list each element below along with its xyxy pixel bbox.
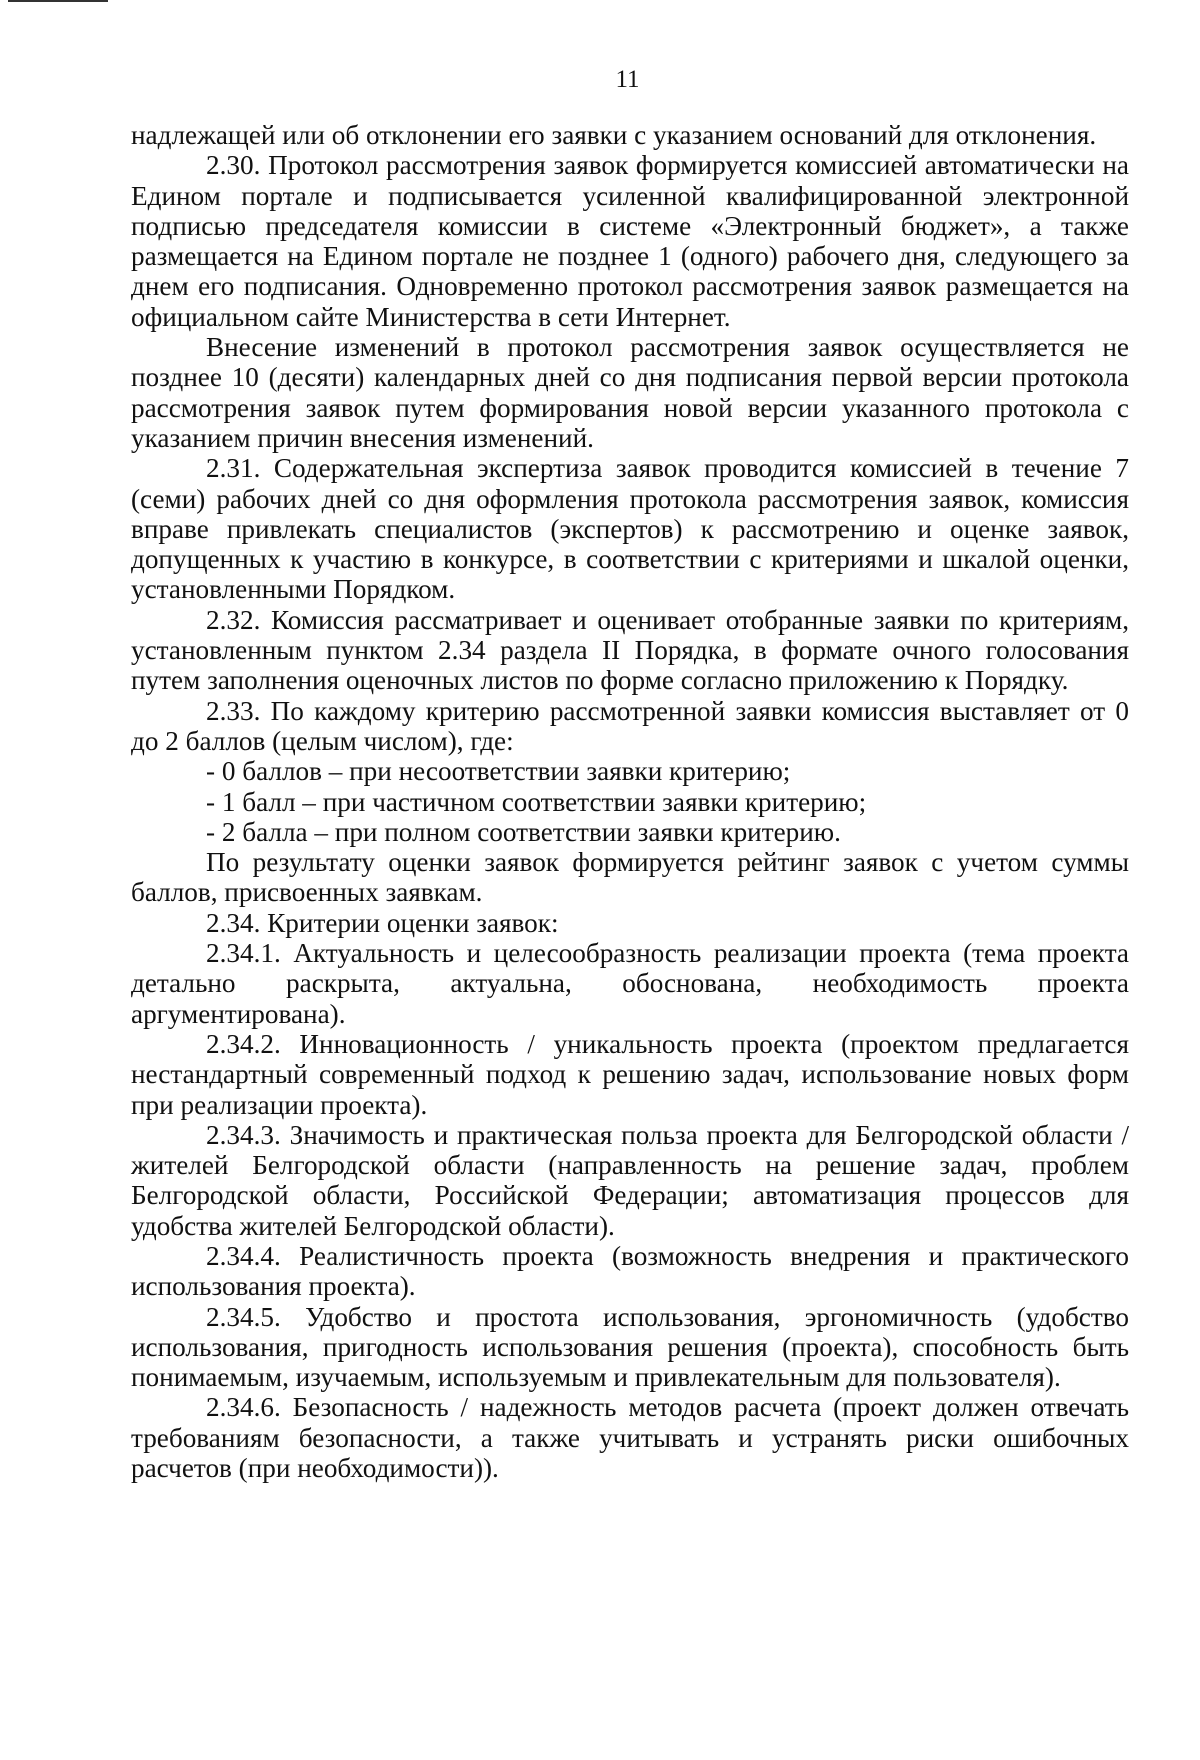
paragraph-2-33: 2.33. По каждому критерию рассмотренной заявки комиссия выставляет от 0 до 2 баллов (целым числом), где:	[131, 695, 1129, 756]
paragraph-2-34-3: 2.34.3. Значимость и практическая польза проекта для Белгородской области / жителей Белгородской области (направленность на решение задач, проблем Белгородской области, Российской Федерации; автоматизация процессов для удобства жителей Белгородской области).	[131, 1119, 1129, 1241]
document-body	[131, 120, 1129, 1483]
paragraph-rating: По результату оценки заявок формируется рейтинг заявок с учетом суммы баллов, присвоенных заявкам.	[131, 847, 1129, 908]
paragraph-2-30: 2.30. Протокол рассмотрения заявок формируется комиссией автоматически на Едином портале и подписывается усиленной квалифицированной электронной подписью председателя комиссии в системе «Электронный бюджет», а также размещается на Едином портале не позднее 1 (одного) рабочего дня, следующего за днем его подписания. Одновременно протокол рассмотрения заявок размещается на официальном сайте Министерства в сети Интернет.	[131, 150, 1129, 332]
paragraph-2-31: 2.31. Содержательная экспертиза заявок проводится комиссией в течение 7 (семи) рабочих дней со дня оформления протокола рассмотрения заявок, комиссия вправе привлекать специалистов (экспертов) к рассмотрению и оценке заявок, допущенных к участию в конкурсе, в соответствии с критериями и шкалой оценки, установленными Порядком.	[131, 453, 1129, 605]
paragraph-amendments: Внесение изменений в протокол рассмотрения заявок осуществляется не позднее 10 (десяти) календарных дней со дня подписания первой версии протокола рассмотрения заявок путем формирования новой версии указанного протокола с указанием причин внесения изменений.	[131, 332, 1129, 453]
paragraph-2-32: 2.32. Комиссия рассматривает и оценивает отобранные заявки по критериям, установленным пунктом 2.34 раздела II Порядка, в формате очного голосования путем заполнения оценочных листов по форме согласно приложению к Порядку.	[131, 604, 1129, 696]
scan-edge-mark	[8, 0, 108, 2]
list-item-1-point: - 1 балл – при частичном соответствии заявки критерию;	[206, 786, 867, 817]
paragraph-2-34-1: 2.34.1. Актуальность и целесообразность реализации проекта (тема проекта детально раскрыта, актуальна, обоснована, необходимость проекта аргументирована).	[131, 938, 1129, 1029]
list-item-0-points: - 0 баллов – при несоответствии заявки критерию;	[206, 756, 791, 787]
list-item-2-points: - 2 балла – при полном соответствии заявки критерию.	[206, 816, 841, 847]
paragraph-continuation: надлежащей или об отклонении его заявки с указанием оснований для отклонения.	[131, 120, 1097, 150]
paragraph-2-34-5: 2.34.5. Удобство и простота использования, эргономичность (удобство использования, пригодность использования решения (проекта), способность быть понимаемым, изучаемым, используемым и привлекательным для пользователя).	[131, 1301, 1129, 1393]
page-number: 11	[615, 66, 640, 93]
paragraph-2-34: 2.34. Критерии оценки заявок:	[206, 907, 559, 938]
paragraph-2-34-2: 2.34.2. Инновационность / уникальность проекта (проектом предлагается нестандартный современный подход к решению задач, использование новых форм при реализации проекта).	[131, 1028, 1129, 1120]
paragraph-2-34-6: 2.34.6. Безопасность / надежность методов расчета (проект должен отвечать требованиям безопасности, а также учитывать и устранять риски ошибочных расчетов (при необходимости)).	[131, 1392, 1129, 1484]
paragraph-2-34-4: 2.34.4. Реалистичность проекта (возможность внедрения и практического использования проекта).	[131, 1240, 1129, 1302]
